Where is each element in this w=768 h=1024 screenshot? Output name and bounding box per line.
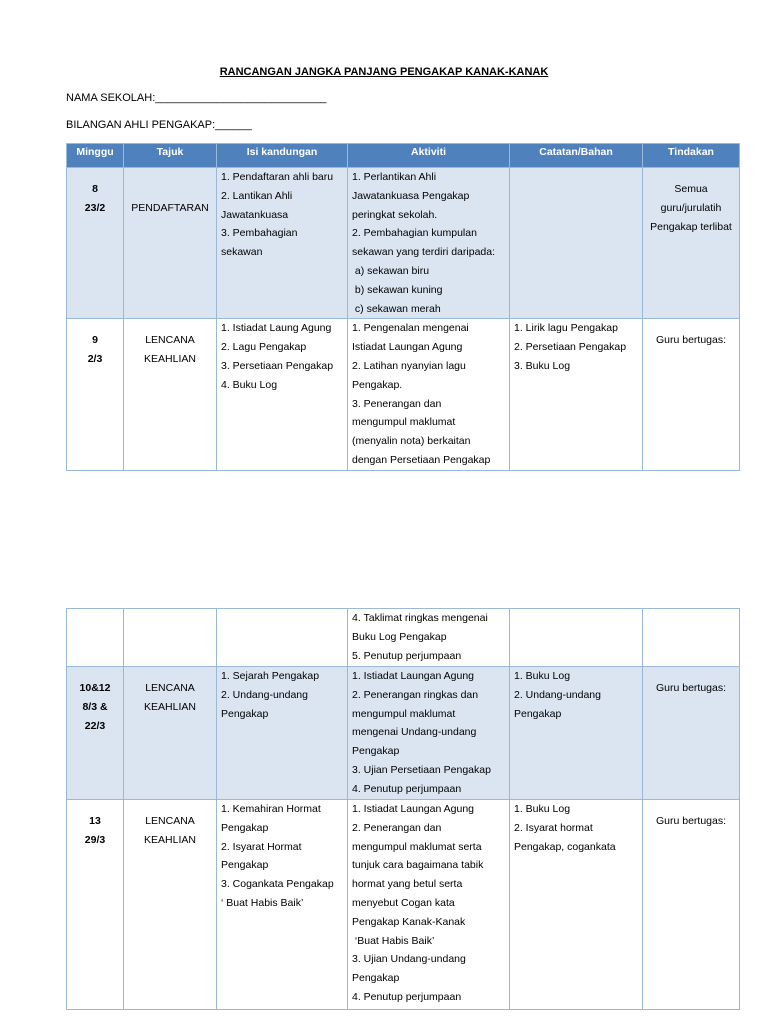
cell-line: peringkat sekolah.: [352, 208, 438, 221]
cell-line: Guru bertugas:: [655, 682, 727, 694]
cell-catatan-bahan: [510, 609, 643, 667]
cell-tajuk: [124, 800, 217, 1010]
cell-catatan-bahan: [510, 319, 643, 470]
cell-minggu: [67, 319, 124, 470]
cell-line: 22/3: [84, 719, 106, 732]
cell-line: 3. Ujian Persetiaan Pengakap: [352, 763, 491, 776]
cell-line: sekawan yang terdiri daripada:: [352, 246, 496, 259]
cell-line: c) sekawan merah: [352, 302, 441, 315]
table-row: [67, 609, 740, 667]
cell-line: Pengakap, cogankata: [514, 840, 616, 853]
header-catatan-bahan: Catatan/Bahan: [510, 144, 643, 168]
cell-tajuk: [124, 168, 217, 319]
cell-tajuk: [124, 319, 217, 470]
cell-line: 1. Kemahiran Hormat: [221, 803, 321, 815]
table-row: [67, 800, 740, 1010]
cell-line: Pengakap: [221, 821, 269, 834]
cell-line: 1. Pengenalan mengenai: [352, 322, 469, 335]
cell-line: 2. Penerangan ringkas dan: [352, 688, 479, 701]
cell-line: b) sekawan kuning: [352, 283, 443, 296]
cell-minggu: [67, 168, 124, 319]
cell-line: 3. Penerangan dan: [352, 397, 442, 410]
cell-line: mengumpul maklumat: [352, 416, 456, 429]
header-tindakan: Tindakan: [643, 144, 740, 168]
cell-line: 3. Buku Log: [514, 359, 571, 372]
cell-line: 1. Perlantikan Ahli: [352, 171, 437, 183]
cell-line: 4. Taklimat ringkas mengenai: [352, 612, 488, 624]
cell-line: 3. Cogankata Pengakap: [221, 878, 334, 891]
cell-aktiviti: [348, 609, 510, 667]
cell-line: 2. Pembahagian kumpulan: [352, 227, 477, 240]
header-aktiviti: Aktiviti: [348, 144, 510, 168]
cell-isi-kandungan: [217, 800, 348, 1010]
cell-line: 2. Undang-undang: [514, 688, 601, 701]
cell-line: KEAHLIAN: [144, 833, 196, 846]
cell-line: 29/3: [84, 833, 106, 846]
cell-line: ‘ Buat Habis Baik’: [221, 896, 304, 909]
header-tajuk: Tajuk: [124, 144, 217, 168]
cell-line: 1. Istiadat Laungan Agung: [352, 803, 475, 815]
cell-line: hormat yang betul serta: [352, 878, 463, 891]
cell-line: Pengakap: [352, 745, 400, 758]
cell-line: 5. Penutup perjumpaan: [352, 649, 462, 662]
cell-line: 2. Lagu Pengakap: [221, 341, 307, 354]
cell-line: 2. Latihan nyanyian lagu: [352, 359, 466, 372]
cell-line: Jawatankuasa Pengakap: [352, 189, 470, 202]
cell-tindakan: [643, 609, 740, 667]
cell-line: 3. Ujian Undang-undang: [352, 953, 466, 966]
cell-tajuk: [124, 609, 217, 667]
cell-line: Istiadat Laungan Agung: [352, 341, 463, 354]
cell-aktiviti: [348, 319, 510, 470]
cell-line: mengumpul maklumat: [352, 707, 456, 720]
cell-line: ‘Buat Habis Baik’: [352, 934, 435, 947]
cell-line: tunjuk cara bagaimana tabik: [352, 859, 484, 872]
cell-tajuk: [124, 667, 217, 800]
cell-line: 2/3: [87, 353, 103, 366]
member-count-field: BILANGAN AHLI PENGAKAP:______: [66, 119, 252, 131]
cell-tindakan: [643, 800, 740, 1010]
cell-line: Pengakap: [221, 707, 269, 720]
cell-line: Guru bertugas:: [655, 334, 727, 347]
page-title: RANCANGAN JANGKA PANJANG PENGAKAP KANAK-KANAK: [219, 66, 549, 78]
cell-line: 2. Isyarat Hormat: [221, 840, 302, 853]
cell-line: 2. Isyarat hormat: [514, 821, 593, 834]
cell-line: 2. Lantikan Ahli: [221, 189, 293, 202]
cell-line: guru/jurulatih: [660, 201, 722, 214]
plan-table-2: [66, 608, 740, 1010]
cell-line: 23/2: [84, 201, 106, 214]
cell-line: 1. Istiadat Laungan Agung: [352, 670, 475, 682]
cell-line: LENCANA: [145, 682, 195, 694]
cell-isi-kandungan: [217, 319, 348, 470]
cell-line: Guru bertugas:: [655, 815, 727, 827]
cell-tindakan: [643, 319, 740, 470]
cell-line: 4. Buku Log: [221, 378, 278, 391]
header-isi-kandungan: Isi kandungan: [217, 144, 348, 168]
cell-line: Pengakap terlibat: [650, 220, 732, 233]
table-row: [67, 168, 740, 319]
cell-line: Pengakap.: [352, 378, 403, 391]
cell-line: 2. Penerangan dan: [352, 821, 442, 834]
cell-line: PENDAFTARAN: [131, 202, 209, 214]
cell-line: 3. Pembahagian: [221, 227, 298, 240]
cell-line: mengumpul maklumat serta: [352, 840, 482, 853]
cell-line: Pengakap Kanak-Kanak: [352, 915, 466, 928]
cell-line: 2. Persetiaan Pengakap: [514, 341, 627, 354]
cell-line: 3. Persetiaan Pengakap: [221, 359, 334, 372]
cell-line: 8/3 &: [82, 700, 108, 713]
cell-line: menyebut Cogan kata: [352, 896, 455, 909]
cell-line: Buku Log Pengakap: [352, 630, 447, 643]
table-row: [67, 319, 740, 470]
cell-isi-kandungan: [217, 168, 348, 319]
table-row: [67, 667, 740, 800]
cell-line: 4. Penutup perjumpaan: [352, 782, 462, 795]
cell-line: KEAHLIAN: [144, 700, 196, 713]
cell-line: sekawan: [221, 246, 263, 259]
cell-line: 13: [89, 815, 101, 827]
cell-line: Pengakap: [221, 859, 269, 872]
cell-minggu: [67, 800, 124, 1010]
cell-catatan-bahan: [510, 667, 643, 800]
cell-line: LENCANA: [145, 815, 195, 827]
table-header-row: [67, 144, 740, 168]
cell-line: 8: [92, 183, 98, 195]
cell-tindakan: [643, 667, 740, 800]
cell-line: a) sekawan biru: [352, 264, 430, 277]
cell-line: KEAHLIAN: [144, 353, 196, 366]
cell-catatan-bahan: [510, 168, 643, 319]
cell-line: (menyalin nota) berkaitan: [352, 435, 471, 448]
cell-line: 1. Buku Log: [514, 803, 571, 815]
cell-isi-kandungan: [217, 609, 348, 667]
cell-line: Semua: [674, 183, 708, 195]
cell-line: Pengakap: [514, 707, 562, 720]
cell-line: mengenai Undang-undang: [352, 726, 477, 739]
cell-aktiviti: [348, 800, 510, 1010]
cell-aktiviti: [348, 667, 510, 800]
cell-line: 2. Undang-undang: [221, 688, 308, 701]
cell-line: 1. Istiadat Laung Agung: [221, 322, 332, 335]
cell-minggu: [67, 609, 124, 667]
cell-line: 1. Lirik lagu Pengakap: [514, 322, 618, 335]
cell-tindakan: [643, 168, 740, 319]
cell-line: Pengakap: [352, 972, 400, 985]
cell-line: LENCANA: [145, 334, 195, 347]
cell-minggu: [67, 667, 124, 800]
school-name-field: NAMA SEKOLAH:____________________________: [66, 92, 327, 104]
cell-line: 10&12: [79, 682, 111, 694]
cell-aktiviti: [348, 168, 510, 319]
cell-line: 4. Penutup perjumpaan: [352, 990, 462, 1003]
cell-line: 1. Buku Log: [514, 670, 571, 682]
plan-table-1: [66, 143, 740, 471]
cell-line: 1. Sejarah Pengakap: [221, 670, 320, 682]
cell-line: dengan Persetiaan Pengakap: [352, 453, 491, 466]
cell-line: 9: [92, 334, 98, 347]
cell-catatan-bahan: [510, 800, 643, 1010]
cell-line: 1. Pendaftaran ahli baru: [221, 171, 334, 183]
header-minggu: Minggu: [67, 144, 124, 168]
cell-isi-kandungan: [217, 667, 348, 800]
cell-line: Jawatankuasa: [221, 208, 289, 221]
